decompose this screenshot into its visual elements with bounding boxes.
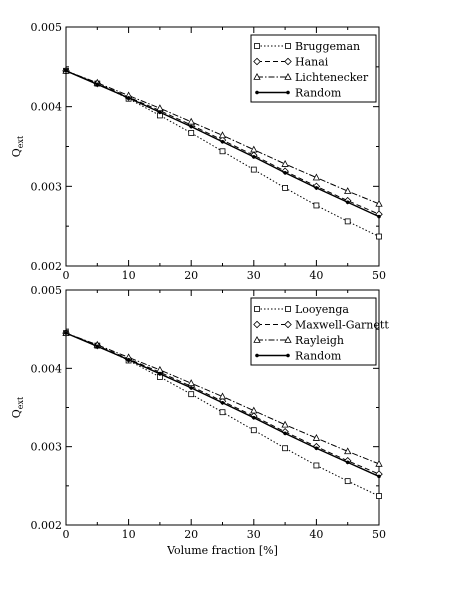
data-point (345, 219, 350, 224)
y-axis-label (10, 135, 25, 157)
legend (251, 35, 376, 102)
data-point (314, 463, 319, 468)
y-tick-label: 0.003 (30, 440, 62, 454)
data-point (188, 119, 194, 125)
legend-label: Rayleigh (295, 334, 344, 347)
data-point (157, 105, 163, 111)
y-axis-label-sub: ext (16, 396, 25, 410)
x-tick-label: 50 (372, 528, 386, 541)
data-point (346, 201, 349, 204)
data-point (221, 140, 224, 143)
data-point (220, 410, 225, 415)
legend-marker (286, 354, 289, 357)
x-tick-label: 0 (62, 528, 70, 541)
data-point (157, 367, 163, 373)
legend-marker (255, 44, 260, 49)
data-point (188, 380, 194, 386)
data-point (158, 111, 161, 114)
x-tick-label: 20 (184, 269, 199, 282)
data-point (377, 494, 382, 499)
legend-marker (255, 307, 260, 312)
data-point (251, 167, 256, 172)
legend-label: Random (295, 349, 342, 363)
y-tick-label: 0.002 (30, 260, 62, 273)
y-tick-label: 0.005 (30, 21, 62, 34)
y-axis-label-sub: ext (16, 135, 25, 149)
data-point (252, 416, 255, 419)
legend-marker (286, 91, 289, 94)
legend-label: Maxwell-Garnett (295, 318, 389, 332)
legend-marker (286, 44, 291, 49)
data-point (190, 125, 193, 128)
data-point (96, 83, 99, 86)
data-point (190, 386, 193, 389)
data-point (314, 203, 319, 208)
y-axis-label-main: Q (10, 409, 23, 419)
data-point (377, 234, 382, 239)
legend-label: Looyenga (295, 303, 349, 316)
data-point (315, 186, 318, 189)
x-tick-label: 10 (121, 528, 136, 541)
data-point (284, 171, 287, 174)
data-point (345, 479, 350, 484)
legend-marker (255, 354, 258, 357)
legend-label: Lichtenecker (295, 71, 369, 84)
data-point (346, 461, 349, 464)
data-point (283, 185, 288, 190)
y-tick-label: 0.004 (30, 362, 62, 376)
legend-marker (286, 307, 291, 312)
data-point (377, 215, 380, 218)
y-tick-label: 0.005 (30, 284, 62, 297)
data-point (127, 358, 130, 361)
x-tick-label: 30 (246, 269, 261, 282)
y-axis-label-main: Q (10, 148, 23, 158)
data-point (315, 447, 318, 450)
legend-label: Bruggeman (295, 40, 361, 53)
data-point (158, 372, 161, 375)
data-point (251, 428, 256, 433)
y-tick-label: 0.002 (30, 519, 62, 532)
data-point (221, 401, 224, 404)
data-point (64, 331, 67, 334)
data-point (377, 475, 380, 478)
x-tick-label: 10 (121, 269, 136, 282)
x-tick-label: 50 (372, 269, 386, 282)
data-point (220, 132, 226, 138)
legend-marker (255, 91, 258, 94)
legend (251, 298, 389, 365)
legend-label: Random (295, 86, 342, 100)
y-axis-label (10, 396, 25, 418)
x-axis-label: Volume fraction [%] (167, 544, 278, 557)
data-point (251, 146, 257, 152)
data-point (252, 155, 255, 158)
data-point (64, 69, 67, 72)
data-point (189, 130, 194, 135)
y-tick-label: 0.004 (30, 100, 62, 114)
data-point (282, 161, 288, 167)
x-tick-label: 0 (62, 269, 70, 282)
data-point (283, 446, 288, 451)
y-tick-label: 0.003 (30, 180, 62, 194)
x-tick-label: 40 (309, 269, 324, 282)
legend-label: Hanai (295, 55, 329, 69)
data-point (96, 345, 99, 348)
data-point (284, 432, 287, 435)
data-point (189, 392, 194, 397)
x-tick-label: 40 (309, 528, 324, 541)
panel-2 (10, 284, 389, 557)
data-point (127, 96, 130, 99)
x-tick-label: 20 (184, 528, 199, 541)
data-point (220, 149, 225, 154)
panel-1 (10, 21, 386, 282)
x-tick-label: 30 (246, 528, 261, 541)
